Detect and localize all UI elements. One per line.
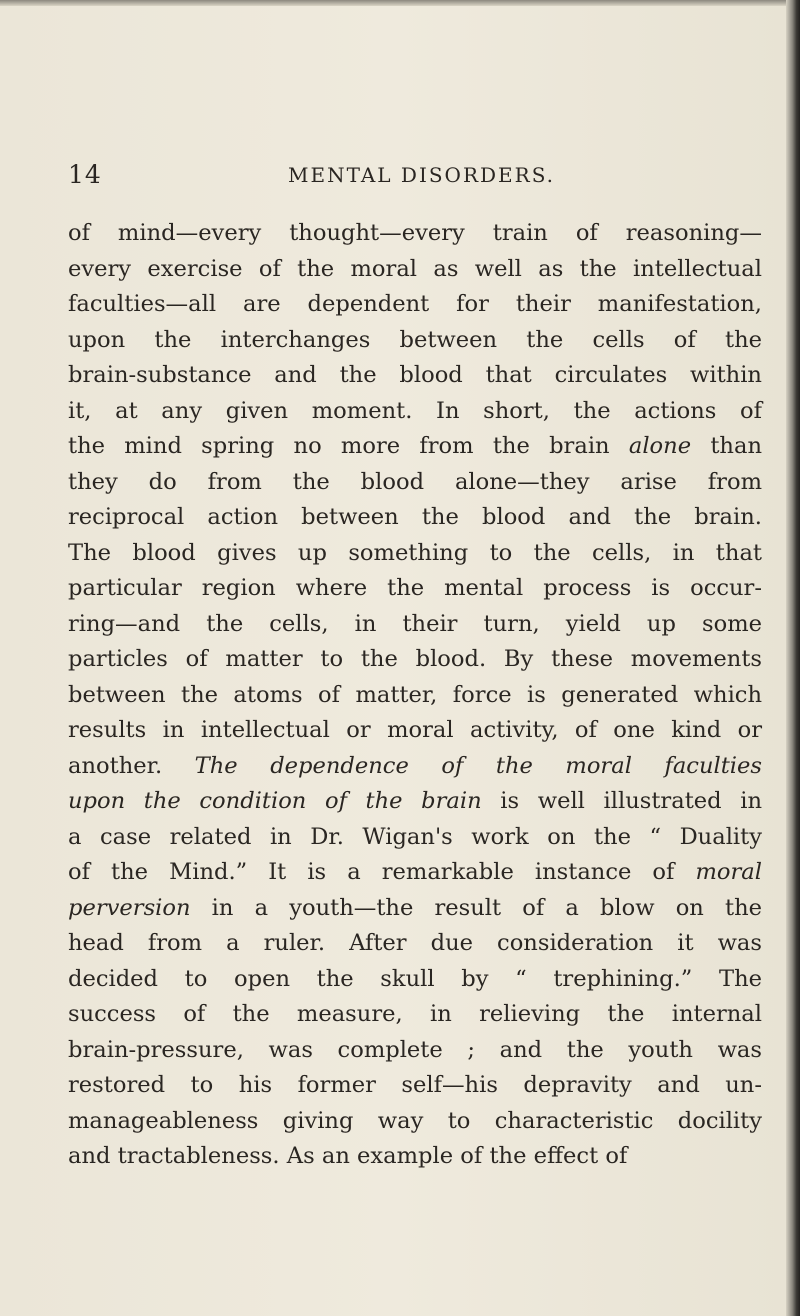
text-line bbox=[68, 891, 762, 927]
text-segment: The blood gives up something to the cells, in that bbox=[68, 539, 762, 566]
text-line bbox=[68, 216, 762, 252]
text-line bbox=[68, 642, 762, 678]
text-segment: a case related in Dr. Wigan's work on the “ Duality bbox=[68, 823, 762, 850]
text-segment: reciprocal action between the blood and the brain. bbox=[68, 504, 762, 530]
text-segment: success of the measure, in relieving the internal bbox=[68, 1001, 762, 1027]
text-line bbox=[68, 820, 762, 856]
text-segment: brain-pressure, was complete ; and the youth was bbox=[68, 1036, 762, 1063]
text-line bbox=[68, 1139, 762, 1175]
text-segment: in a youth—the result of a blow on the bbox=[190, 894, 762, 921]
text-line bbox=[68, 678, 762, 714]
text-line bbox=[68, 323, 762, 359]
text-segment: of mind—every thought—every train of reasoning— bbox=[68, 220, 762, 246]
text-segment: is well illustrated in bbox=[481, 788, 762, 814]
text-line bbox=[68, 997, 762, 1033]
text-segment: particular region where the mental process is occur- bbox=[68, 575, 762, 601]
text-segment: upon the interchanges between the cells of the bbox=[68, 326, 762, 353]
text-segment: results in intellectual or moral activity, of one kind or bbox=[68, 717, 762, 743]
text-line bbox=[68, 749, 762, 785]
italic-text: perversion bbox=[68, 894, 191, 921]
page-top-edge bbox=[0, 0, 800, 6]
text-line bbox=[68, 784, 762, 820]
text-line bbox=[68, 465, 762, 501]
text-line bbox=[68, 1068, 762, 1104]
text-segment: decided to open the skull by “ trephining.” The bbox=[68, 965, 762, 992]
italic-text: upon the condition of the brain bbox=[68, 788, 482, 814]
italic-text: alone bbox=[628, 433, 692, 459]
text-line bbox=[68, 855, 762, 891]
text-line bbox=[68, 252, 762, 288]
text-line bbox=[68, 429, 762, 465]
text-segment: restored to his former self—his depravity and un- bbox=[68, 1072, 762, 1098]
text-segment: of the Mind.” It is a remarkable instance of bbox=[68, 859, 696, 885]
text-segment: they do from the blood alone—they arise from bbox=[68, 468, 762, 495]
text-line bbox=[68, 926, 762, 962]
italic-text: The dependence of the moral faculties bbox=[194, 752, 762, 779]
book-spine-edge bbox=[786, 0, 800, 1316]
text-line bbox=[68, 713, 762, 749]
text-segment: head from a ruler. After due consideration it was bbox=[68, 930, 762, 956]
text-segment: ring—and the cells, in their turn, yield up some bbox=[68, 610, 762, 637]
text-line bbox=[68, 962, 762, 998]
running-head-title: MENTAL DISORDERS. bbox=[288, 163, 556, 187]
italic-text: moral bbox=[695, 859, 762, 885]
text-segment: and tractableness. As an example of the effect of bbox=[68, 1143, 628, 1169]
text-line bbox=[68, 1104, 762, 1140]
text-line bbox=[68, 536, 762, 572]
text-segment: particles of matter to the blood. By these movements bbox=[68, 646, 762, 672]
text-segment: faculties—all are dependent for their manifestation, bbox=[68, 291, 762, 317]
text-line bbox=[68, 607, 762, 643]
body-text bbox=[68, 216, 762, 1175]
text-line bbox=[68, 1033, 762, 1069]
text-line bbox=[68, 394, 762, 430]
text-segment: than bbox=[691, 433, 762, 459]
text-line bbox=[68, 358, 762, 394]
text-line bbox=[68, 500, 762, 536]
running-head bbox=[68, 160, 768, 196]
text-segment: between the atoms of matter, force is generated which bbox=[68, 681, 762, 708]
text-line bbox=[68, 571, 762, 607]
text-segment: it, at any given moment. In short, the actions of bbox=[68, 397, 762, 424]
text-segment: another. bbox=[68, 752, 195, 779]
text-segment: every exercise of the moral as well as the intellectual bbox=[68, 255, 762, 282]
text-segment: the mind spring no more from the brain bbox=[68, 433, 629, 459]
text-segment: manageableness giving way to characteristic docility bbox=[68, 1107, 762, 1134]
text-line bbox=[68, 287, 762, 323]
page-number: 14 bbox=[68, 160, 102, 189]
text-segment: brain-substance and the blood that circulates within bbox=[68, 362, 762, 388]
